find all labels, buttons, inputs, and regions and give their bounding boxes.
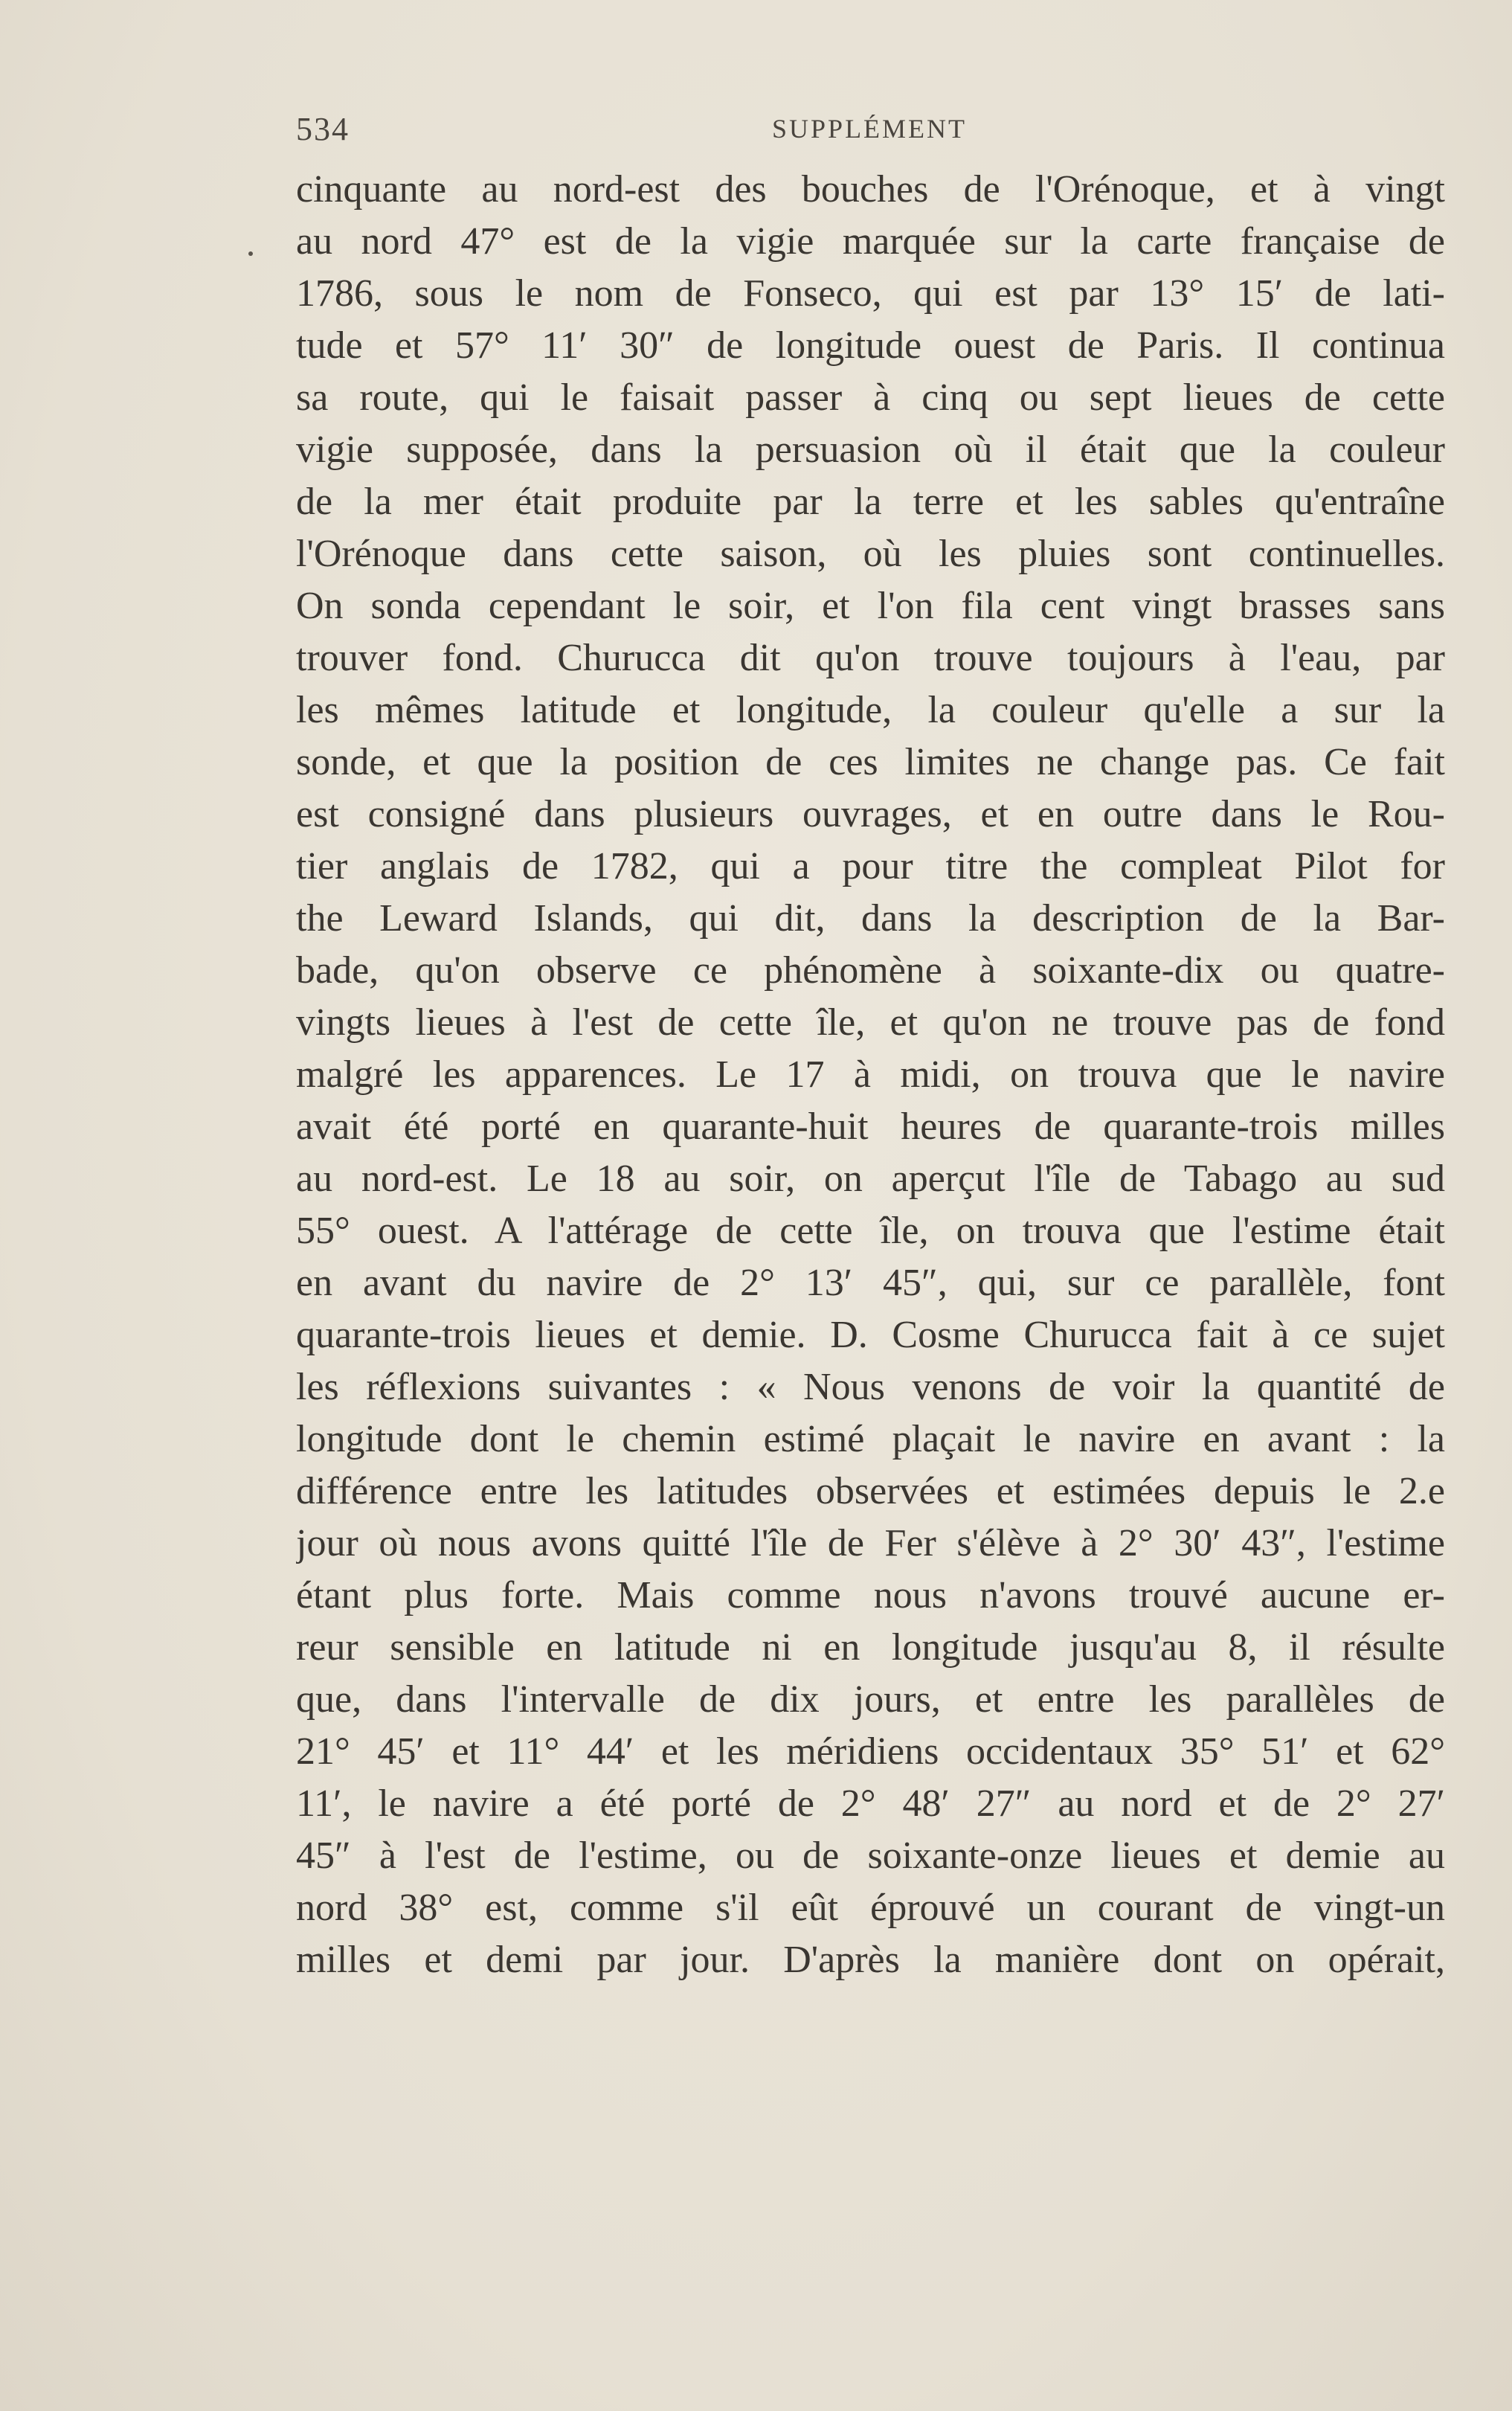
text-line: l'Orénoque dans cette saison, où les pluies sont continuelles. [296,533,1445,575]
text-line: vigie supposée, dans la persuasion où il était que la couleur [296,428,1445,471]
text-line: 21° 45′ et 11° 44′ et les méridiens occidentaux 35° 51′ et 62° [296,1730,1445,1773]
text-line: tier anglais de 1782, qui a pour titre the compleat Pilot for [296,845,1445,887]
text-line: 55° ouest. A l'attérage de cette île, on trouva que l'estime était [296,1210,1445,1252]
text-line: tude et 57° 11′ 30″ de longitude ouest de Paris. Il continua [296,324,1445,367]
page-header [296,110,1445,147]
margin-mark [248,251,253,256]
text-line: malgré les apparences. Le 17 à midi, on trouva que le navire [296,1053,1445,1096]
text-line: au nord 47° est de la vigie marquée sur la carte française de [296,220,1445,263]
text-line: bade, qu'on observe ce phénomène à soixante-dix ou quatre- [296,949,1445,992]
text-line: les mêmes latitude et longitude, la couleur qu'elle a sur la [296,689,1445,731]
running-head: SUPPLÉMENT [772,114,968,144]
text-line: différence entre les latitudes observées et estimées depuis le 2.e [296,1470,1445,1512]
text-line: que, dans l'intervalle de dix jours, et entre les parallèles de [296,1678,1445,1721]
text-line: cinquante au nord-est des bouches de l'Orénoque, et à vingt [296,168,1445,211]
text-line: sa route, qui le faisait passer à cinq ou sept lieues de cette [296,376,1445,419]
text-line: 1786, sous le nom de Fonseco, qui est par 13° 15′ de lati- [296,272,1445,315]
page-number: 534 [296,111,350,147]
text-line: vingts lieues à l'est de cette île, et qu'on ne trouve pas de fond [296,1001,1445,1044]
text-line: the Leward Islands, qui dit, dans la description de la Bar- [296,897,1445,940]
text-line: On sonda cependant le soir, et l'on fila cent vingt brasses sans [296,585,1445,627]
text-line: étant plus forte. Mais comme nous n'avons trouvé aucune er- [296,1574,1445,1617]
text-line: de la mer était produite par la terre et les sables qu'entraîne [296,481,1445,523]
text-line: sonde, et que la position de ces limites ne change pas. Ce fait [296,741,1445,783]
text-line: au nord-est. Le 18 au soir, on aperçut l'île de Tabago au sud [296,1158,1445,1200]
text-line: reur sensible en latitude ni en longitude jusqu'au 8, il résulte [296,1626,1445,1669]
text-line: milles et demi par jour. D'après la manière dont on opérait, [296,1939,1445,1981]
text-line: jour où nous avons quitté l'île de Fer s'élève à 2° 30′ 43″, l'estime [296,1522,1445,1564]
text-line: trouver fond. Churucca dit qu'on trouve toujours à l'eau, par [296,637,1445,679]
text-line: est consigné dans plusieurs ouvrages, et en outre dans le Rou- [296,793,1445,835]
text-line: en avant du navire de 2° 13′ 45″, qui, sur ce parallèle, font [296,1262,1445,1304]
text-line: les réflexions suivantes : « Nous venons de voir la quantité de [296,1366,1445,1408]
text-line: avait été porté en quarante-huit heures de quarante-trois milles [296,1105,1445,1148]
body-text [296,164,1445,1986]
text-line: 11′, le navire a été porté de 2° 48′ 27″ au nord et de 2° 27′ [296,1782,1445,1825]
text-line: 45″ à l'est de l'estime, ou de soixante-onze lieues et demie au [296,1834,1445,1877]
text-line: quarante-trois lieues et demie. D. Cosme Churucca fait à ce sujet [296,1314,1445,1356]
text-line: nord 38° est, comme s'il eût éprouvé un courant de vingt-un [296,1887,1445,1929]
text-line: longitude dont le chemin estimé plaçait le navire en avant : la [296,1418,1445,1460]
